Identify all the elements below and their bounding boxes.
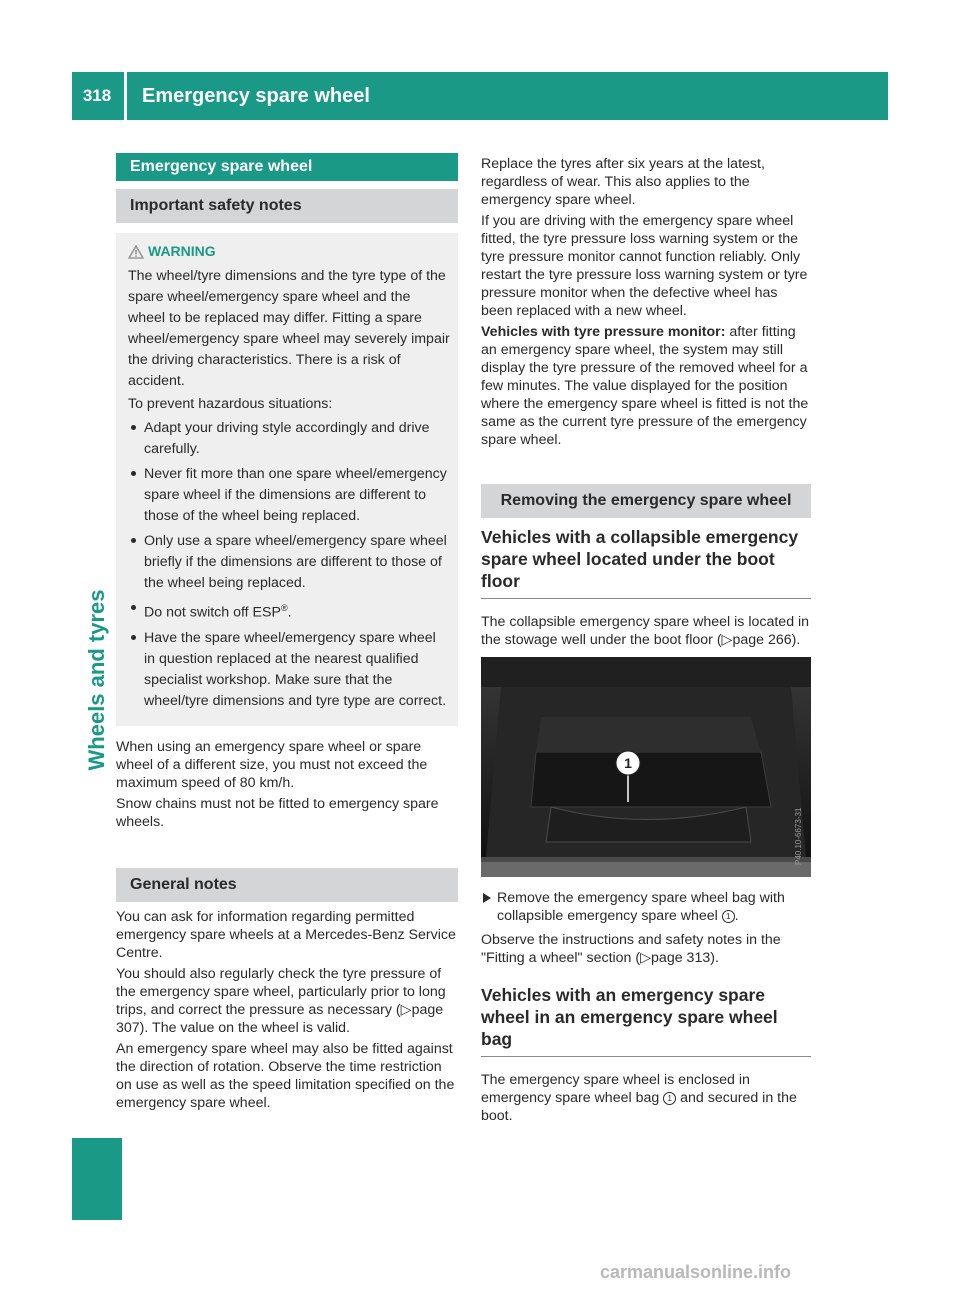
info-paragraph: You can ask for information regarding permitted emergency spare wheels at a Mercedes-Benz Service Centre. [116,908,456,961]
boot-illustration [481,657,811,877]
vehicles-monitor-text: after fitting an emergency spare wheel, the system may still display the tyre pressure of the removed wheel for a few minutes. The value displayed for the position where the emergency spare wheel is fitted is not the same as the current tyre pressure of the emergency spare wheel. [481,324,809,448]
esp-period: . [287,604,292,621]
warning-prevent: To prevent hazardous situations: [128,396,333,412]
bag-paragraph [481,1071,811,1125]
warning-triangle-icon [128,245,144,259]
side-tab-marker [72,1138,122,1220]
warning-bullet: Never fit more than one spare wheel/emergency spare wheel if the dimensions are different to those of the wheel being replaced. [128,464,450,527]
page-ref-arrow-icon: ▷ [400,1001,412,1018]
observe-text-end: ). [710,950,719,966]
subheading-safety-notes: Important safety notes [116,189,458,223]
watermark: carmanualsonline.info [600,1262,792,1282]
step-arrow-icon [483,893,491,903]
direction-paragraph: An emergency spare wheel may also be fitted against the direction of rotation. Observe the time restriction on use as well as the speed limitation specified on the emergency spare wheel. [116,1040,455,1111]
photo-callout-1: 1 [624,755,632,771]
header-separator [124,72,127,120]
warning-bullet: Have the spare wheel/emergency spare wheel in question replaced at the nearest qualified specialist workshop. Make sure that the wheel/tyre dimensions and tyre type are correct. [128,628,450,712]
located-text: The collapsible emergency spare wheel is located in the stowage well under the boot floor ( [481,614,810,648]
warning-bullet-esp [128,598,450,624]
heading-bag: Vehicles with an emergency spare wheel in an emergency spare wheel bag [481,984,811,1057]
step-remove [481,889,811,925]
subheading-removing: Removing the emergency spare wheel [481,484,811,518]
step-remove-text: Remove the emergency spare wheel bag with collapsible emergency spare wheel [497,890,785,924]
located-paragraph [481,613,811,649]
snow-chains-paragraph: Snow chains must not be fitted to emergency spare wheels. [116,795,439,830]
page-ref-link[interactable]: page 313 [651,950,711,966]
page-ref-arrow-icon: ▷ [640,950,652,966]
page-ref-arrow-icon: ▷ [721,632,733,648]
page-number: 318 [82,86,112,105]
callout-number-icon: 1 [663,1092,676,1105]
registered-mark: ® [280,603,288,613]
warning-title: WARNING [148,243,216,259]
speed-paragraph: When using an emergency spare wheel or spare wheel of a different size, you must not exceed the maximum speed of 80 km/h. [116,738,428,791]
esp-text: Do not switch off ESP [144,604,281,621]
replace-paragraph: Replace the tyres after six years at the latest, regardless of wear. This also applies to the emergency spare wheel. [481,156,765,208]
located-text-end: ). [791,632,801,648]
left-column [116,153,458,1115]
vehicles-monitor-label: Vehicles with tyre pressure monitor: [481,324,726,340]
page-ref-link[interactable]: page 266 [732,632,792,648]
photo-code: P40.10-6673-31 [794,807,803,865]
bag-text-end: and secured in the boot. [481,1090,797,1124]
header-title: Emergency spare wheel [142,85,370,107]
section-title: Emergency spare wheel [116,153,458,181]
step-remove-end: . [734,908,739,924]
heading-collapsible: Vehicles with a collapsible emergency spare wheel located under the boot floor [481,526,811,599]
warning-bullet: Only use a spare wheel/emergency spare wheel briefly if the dimensions are different to those of the wheel being replaced. [128,531,450,594]
bag-text: The emergency spare wheel is enclosed in emergency spare wheel bag [481,1072,750,1106]
vehicles-monitor-paragraph [481,323,811,449]
monitor-paragraph: If you are driving with the emergency spare wheel fitted, the tyre pressure loss warning system or the tyre pressure monitor cannot function reliably. Only restart the tyre pressure loss warning system or tyre pressure monitor when the defective wheel has been replaced with a new wheel. [481,213,808,319]
warning-text: The wheel/tyre dimensions and the tyre type of the spare wheel/emergency spare wheel and the wheel to be replaced may differ. Fitting a spare wheel/emergency spare wheel may severely impair the driving characteristics. There is a risk of accident. [128,268,450,389]
page-ref-link[interactable]: page 307 [116,1001,444,1036]
observe-paragraph [481,931,811,967]
observe-text: Observe the instructions and safety notes in the "Fitting a wheel" section ( [481,932,781,966]
callout-number-icon: 1 [722,910,735,923]
right-column [481,155,811,1128]
pressure-check-text: You should also regularly check the tyre pressure of the emergency spare wheel, particularly prior to long trips, and correct the pressure as necessary ( [116,965,446,1018]
subheading-general-notes: General notes [116,868,458,902]
pressure-check-paragraph [116,965,458,1037]
boot-photo [481,657,811,877]
pressure-check-text-end: ). The value on the wheel is valid. [139,1019,350,1036]
warning-box [116,233,458,726]
side-tab-label: Wheels and tyres [84,589,109,771]
side-tab-label-wrap [72,480,122,880]
warning-bullet: Adapt your driving style accordingly and drive carefully. [128,418,450,460]
